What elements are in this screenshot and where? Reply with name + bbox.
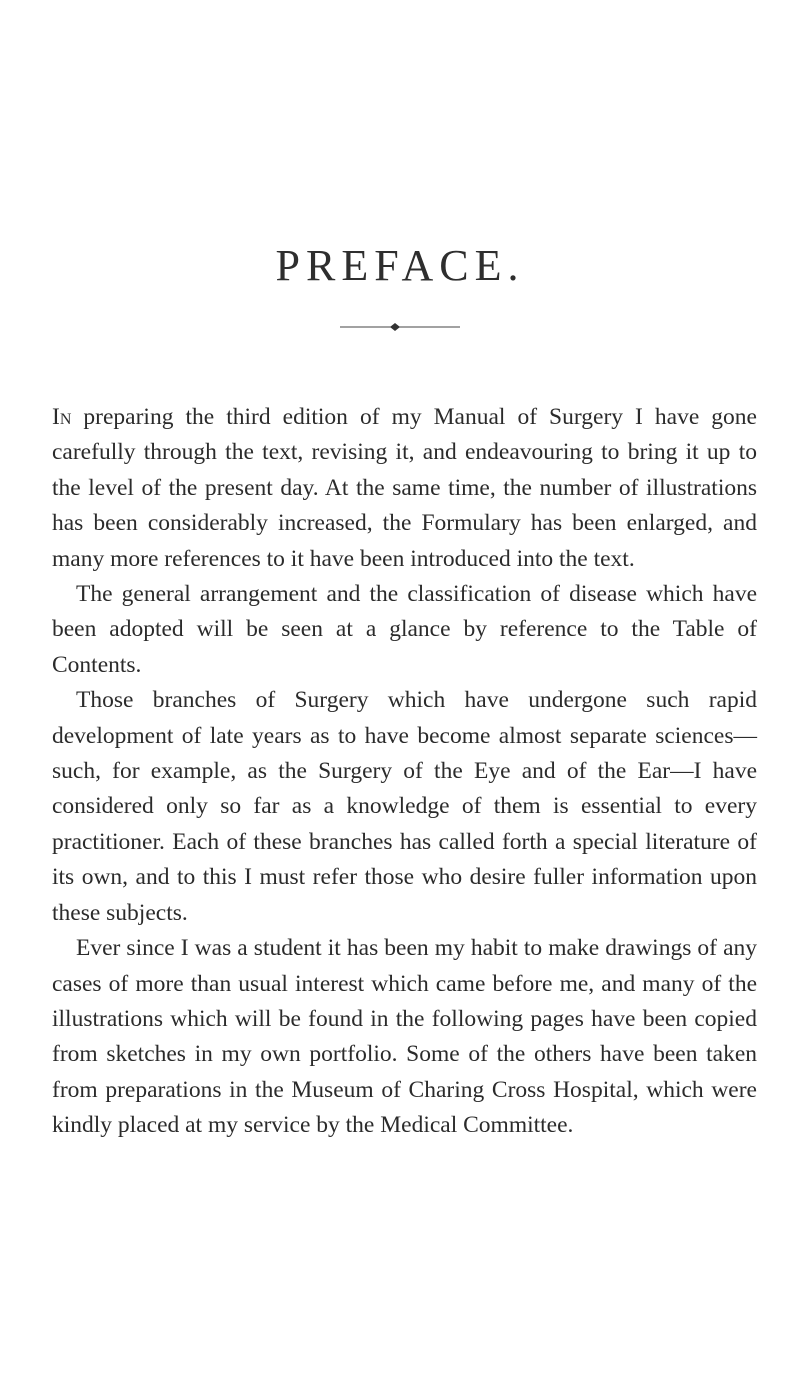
- page-title: PREFACE.: [275, 241, 525, 290]
- preface-body: [52, 400, 757, 1144]
- paragraph-4: Ever since I was a student it has been my habit to make drawings of any cases of more than usual interest which came before me, and many of the illustrations which will be found in the following pages have been copied from sketches in my own portfolio. Some of the others have been taken from preparations in the Museum of Charing Cross Hospital, which were kindly placed at my service by the Medical Committee.: [52, 935, 757, 1139]
- paragraph-1-text: preparing the third edition of my Manual of Surgery I have gone carefully through the text, revising it, and endeavouring to bring it up to the level of the present day. At the same time, the number of illustrations has been considerably increased, the Formulary has been enlarged, and many more references to it have been introduced into the text.: [52, 404, 757, 572]
- paragraph-2: The general arrangement and the classification of disease which have been adopted will be seen at a glance by reference to the Table of Contents.: [52, 581, 757, 678]
- paragraph-1-dropword: In: [52, 404, 72, 430]
- ornament-rule-icon: [340, 320, 460, 334]
- paragraph-1: [52, 400, 757, 577]
- paragraph-3: Those branches of Surgery which have undergone such rapid development of late years as to have become almost separate sciences—such, for example, as the Surgery of the Eye and of the Ear—I have considered only so far as a knowledge of them is essential to every practitioner. Each of these branches has called forth a special literature of its own, and to this I must refer those who desire fuller information upon these subjects.: [52, 687, 757, 926]
